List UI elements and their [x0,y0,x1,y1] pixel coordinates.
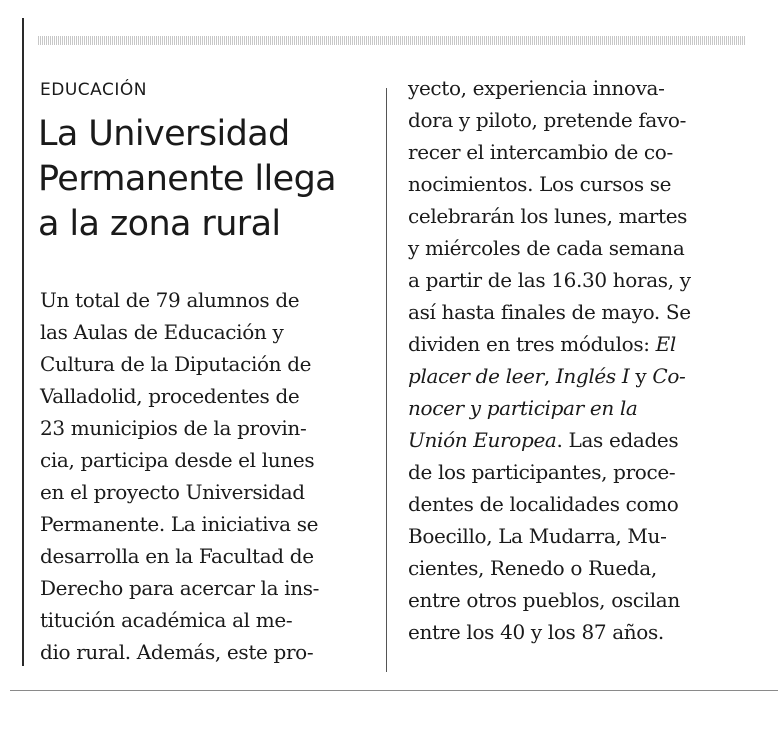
body-line: Derecho para acercar la ins- [40,576,320,600]
body-line: Boecillo, La Mudarra, Mu- [408,524,667,548]
body-line-mixed [408,392,752,424]
italic-title: placer de leer [408,364,544,388]
body-line: Cultura de la Diputación de [40,352,312,376]
bottom-rule [10,690,778,691]
body-line-mixed [408,328,752,360]
body-line: en el proyecto Universidad [40,480,305,504]
headline-line: La Universidad [38,114,290,154]
body-line-mixed [408,424,752,456]
headline [38,112,378,247]
right-column [408,72,752,648]
body-line: de los participantes, proce- [408,460,676,484]
body-text: , [543,364,550,388]
body-line: dora y piloto, pretende favo- [408,108,686,132]
italic-title: El [655,332,676,356]
top-rule [38,36,746,45]
body-line: titución académica al me- [40,608,293,632]
body-line: celebrarán los lunes, martes [408,204,688,228]
body-line: entre otros pueblos, oscilan [408,588,680,612]
headline-line: a la zona rural [38,204,281,244]
headline-line: Permanente llega [38,159,337,199]
body-line: y miércoles de cada semana [408,236,685,260]
body-line: yecto, experiencia innova- [408,76,665,100]
body-line: Valladolid, procedentes de [40,384,300,408]
body-line: así hasta finales de mayo. Se [408,300,691,324]
body-line-mixed [408,360,752,392]
body-text: . Las edades [556,428,679,452]
body-line: Un total de 79 alumnos de [40,288,300,312]
body-line: desarrolla en la Facultad de [40,544,314,568]
italic-title: Unión Europea [408,428,557,452]
body-line: a partir de las 16.30 horas, y [408,268,691,292]
body-line: cientes, Renedo o Rueda, [408,556,657,580]
body-line: dentes de localidades como [408,492,679,516]
column-divider [386,88,387,672]
left-column [40,284,380,668]
body-line: 23 municipios de la provin- [40,416,307,440]
body-text: dividen en tres módulos: [408,332,650,356]
body-text: y [635,364,647,388]
body-line: Permanente. La iniciativa se [40,512,319,536]
italic-title: Inglés I [555,364,630,388]
section-label: EDUCACIÓN [40,80,147,100]
body-line: dio rural. Además, este pro- [40,640,314,664]
italic-title: nocer y participar en la [408,396,638,420]
body-line: entre los 40 y los 87 años. [408,620,664,644]
body-line: recer el intercambio de co- [408,140,673,164]
body-line: cia, participa desde el lunes [40,448,315,472]
italic-title: Co- [652,364,686,388]
body-line: nocimientos. Los cursos se [408,172,672,196]
left-margin-rule [22,18,24,666]
body-line: las Aulas de Educación y [40,320,284,344]
